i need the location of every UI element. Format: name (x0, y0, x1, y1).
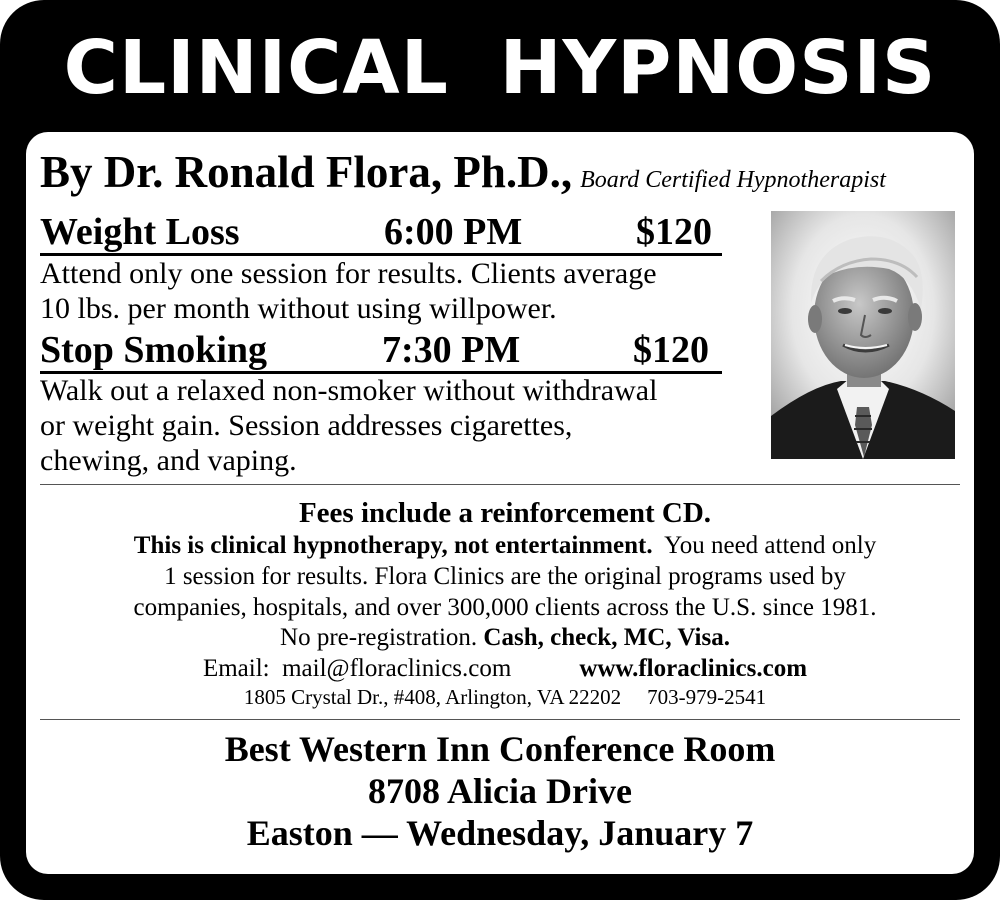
doctor-portrait (771, 211, 955, 459)
phone: 703-979-2541 (647, 685, 767, 709)
no-preregistration: No pre-registration. (280, 624, 478, 651)
address: 1805 Crystal Dr., #408, Arlington, VA 22202 (243, 685, 622, 709)
clinical-note (40, 531, 970, 561)
clinical-note-bold: This is clinical hypnotherapy, not entertainment. (133, 532, 653, 559)
service-row-stop-smoking (40, 329, 722, 374)
service-name: Stop Smoking (40, 329, 268, 371)
divider-top (40, 484, 960, 485)
clinical-note-rest: You need attend only (664, 532, 877, 559)
description-line: 10 lbs. per month without using willpower. (40, 292, 557, 325)
description-line: chewing, and vaping. (40, 444, 297, 477)
description-line: Attend only one session for results. Clients average (40, 257, 657, 290)
contact-line (40, 654, 970, 684)
divider-bottom (40, 719, 960, 720)
byline (40, 144, 886, 208)
service-time: 7:30 PM (382, 329, 521, 371)
ad-title: CLINICAL HYPNOSIS (63, 25, 937, 111)
description-line: Walk out a relaxed non-smoker without withdrawal (40, 374, 658, 407)
website-link[interactable]: www.floraclinics.com (579, 655, 808, 682)
payment-line (40, 623, 970, 653)
address-line (40, 684, 970, 710)
service-row-weight-loss (40, 211, 722, 256)
doctor-name: By Dr. Ronald Flora, Ph.D., (40, 147, 573, 197)
info-line-3: companies, hospitals, and over 300,000 clients across the U.S. since 1981. (133, 594, 877, 621)
service-price: $120 (633, 329, 709, 371)
venue-name: Best Western Inn Conference Room (224, 729, 776, 769)
email-label: Email: (202, 655, 270, 682)
credential: Board Certified Hypnotherapist (580, 167, 886, 193)
fees-note: Fees include a reinforcement CD. (298, 497, 712, 529)
service-name: Weight Loss (40, 211, 240, 253)
description-line: or weight gain. Session addresses cigarettes, (40, 409, 573, 442)
service-description-stop-smoking (40, 373, 760, 478)
email-link[interactable]: mail@floraclinics.com (282, 655, 512, 682)
service-time: 6:00 PM (384, 211, 523, 253)
service-description-weight-loss (40, 256, 760, 326)
info-line-2: 1 session for results. Flora Clinics are the original programs used by (164, 563, 846, 590)
payment-methods: Cash, check, MC, Visa. (483, 624, 730, 651)
service-price: $120 (636, 211, 712, 253)
venue-address: 8708 Alicia Drive (368, 771, 632, 811)
venue-date: Easton — Wednesday, January 7 (246, 813, 754, 853)
